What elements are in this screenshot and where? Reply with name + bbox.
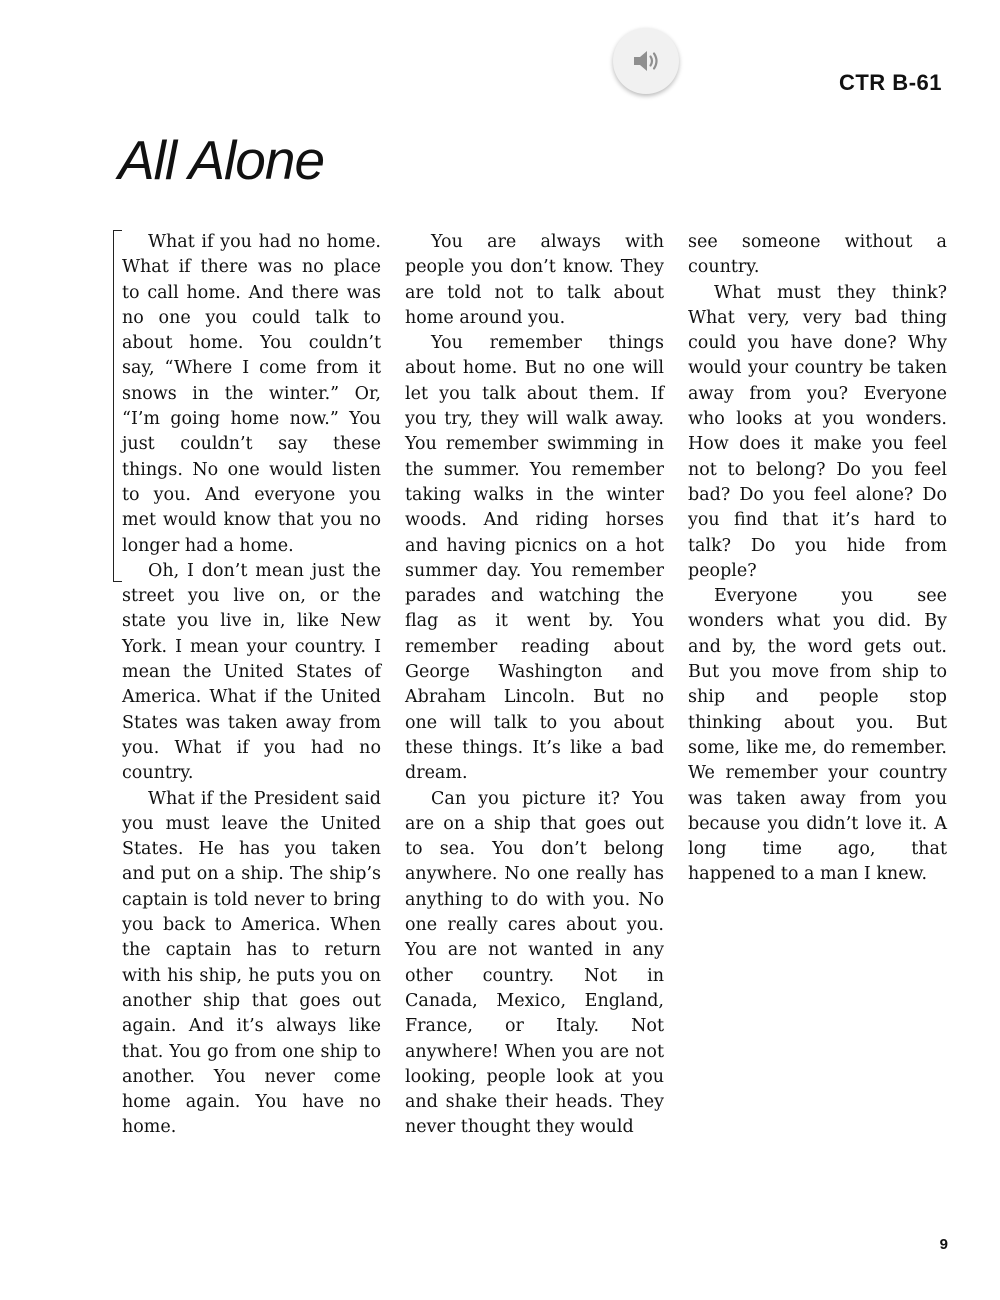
story-column-1 xyxy=(122,230,381,1141)
story-title: All Alone xyxy=(118,129,325,191)
paragraph: You are always with people you don’t know. They are told not to talk about home around you. xyxy=(405,232,664,328)
story-body xyxy=(122,230,947,1230)
paragraph: You remember things about home. But no one will let you talk about them. If you try, they will walk away. You remember swimming in the summer. You remember taking walks in the winter woods. And riding horses and having picnics on a hot summer day. You remember parades and watching the flag as it went by. You remember reading about George Washington and Abraham Lincoln. But no one will talk to you about these things. It’s like a bad dream. xyxy=(405,333,664,784)
paragraph: Everyone you see wonders what you did. By and by, the word gets out. But you move from ship to ship and people stop thinking about you. But some, like me, do remember. We remember your country was taken away from you because you didn’t love it. A long time ago, that happened to a man I knew. xyxy=(688,586,947,885)
story-column-2 xyxy=(405,230,664,1141)
paragraph: What must they think? What very, very bad thing could you have done? Why would your country be taken away from you? Everyone who looks at you wonders. How does it make you feel not to belong? Do you feel bad? Do you feel alone? Do you find that it’s hard to talk? Do you hide from people? xyxy=(688,282,947,581)
page-code: CTR B-61 xyxy=(838,70,942,95)
paragraph-continued: see someone without a country. xyxy=(688,232,947,278)
speaker-icon xyxy=(631,48,661,74)
story-column-3 xyxy=(688,230,947,888)
page-number: 9 xyxy=(939,1236,948,1253)
audio-play-button[interactable] xyxy=(613,28,679,94)
paragraph: Can you picture it? You are on a ship that goes out to sea. You don’t belong anywhere. No one really has anything to do with you. No one really cares about you. You are not wanted in any other country. Not in Canada, Mexico, England, France, or Italy. Not anywhere! When you are not looking, people look at you and shake their heads. They never thought they would xyxy=(405,788,664,1138)
paragraph: What if the President said you must leave the United States. He has you taken and put on a ship. The ship’s captain is told never to bring you back to America. When the captain has to return with his ship, he puts you on another ship that goes out again. And it’s always like that. You go from one ship to another. You never come home again. You have no home. xyxy=(122,788,381,1138)
paragraph-bracket xyxy=(113,230,122,582)
paragraph: Oh, I don’t mean just the street you live on, or the state you live in, like New York. I mean your country. I mean the United States of America. What if the United States was taken away from you. What if you had no country. xyxy=(122,560,381,784)
paragraph: What if you had no home. What if there was no place to call home. And there was no one you could talk to about home. You couldn’t say, “Where I come from it snows in the winter.” Or, “I’m going home now.” You just couldn’t say these things. No one would listen to you. And everyone you met would know that you no longer had a home. xyxy=(122,232,381,556)
